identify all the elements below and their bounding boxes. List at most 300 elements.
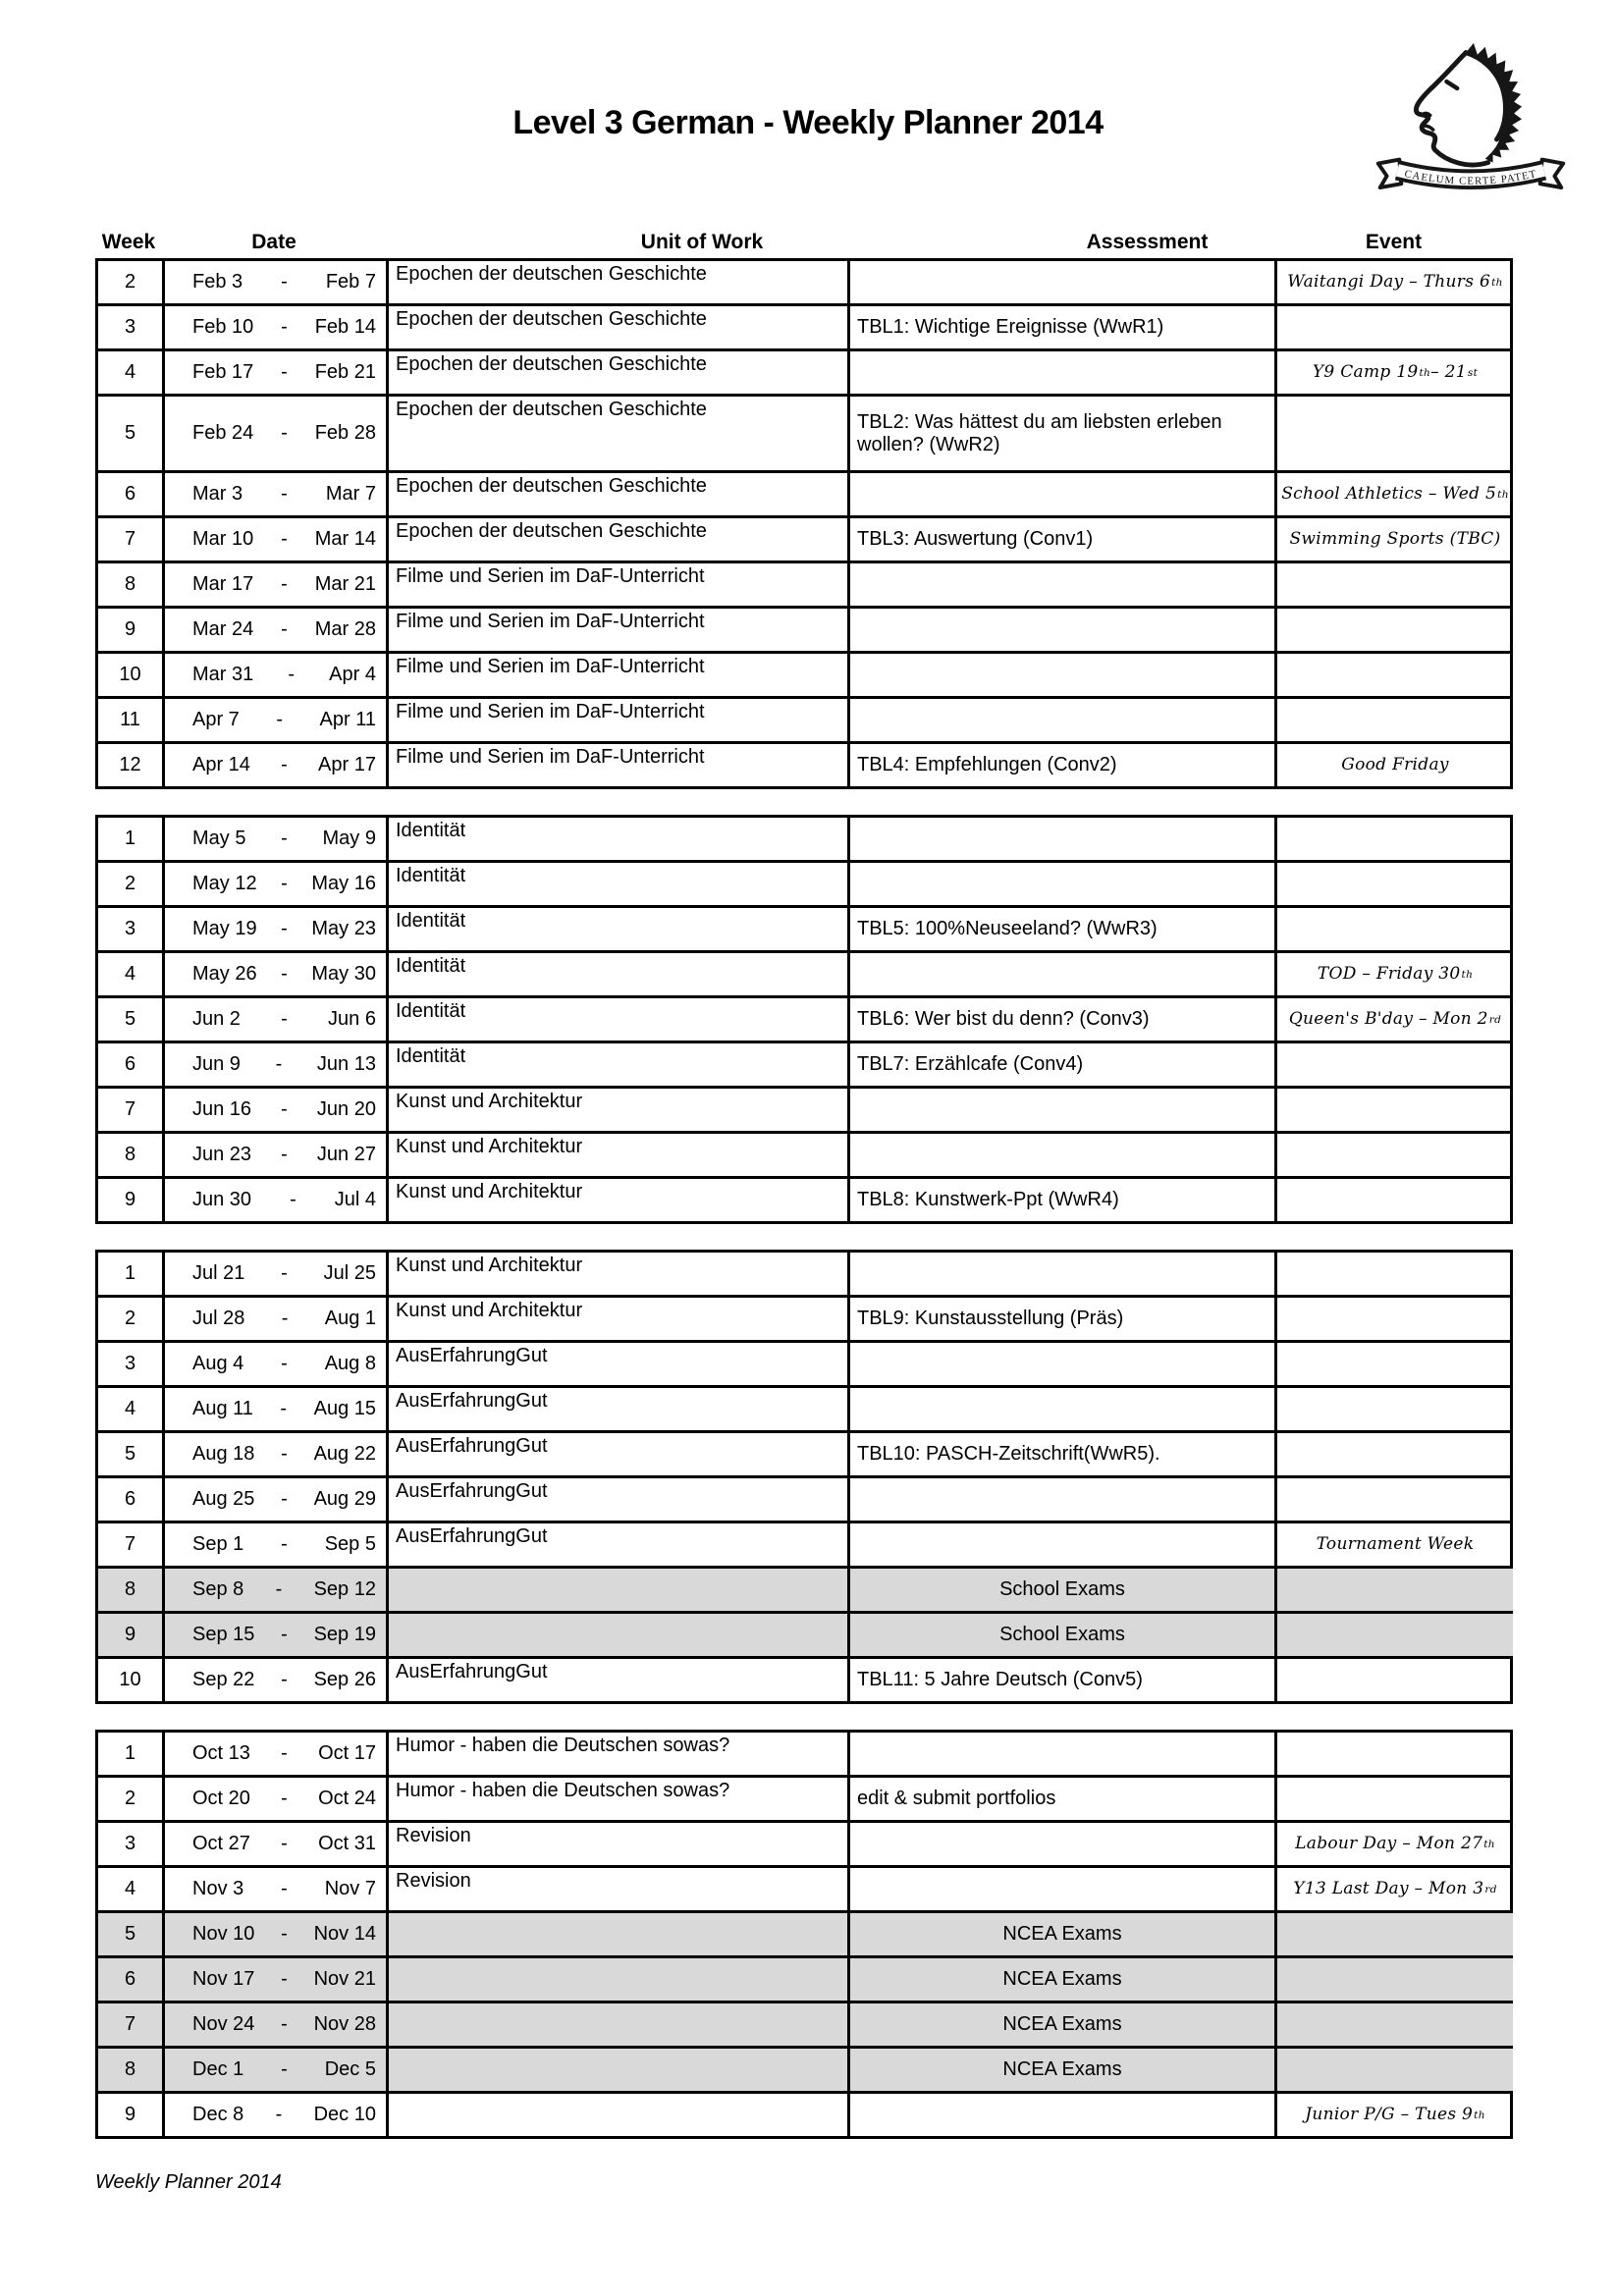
date-cell [165,699,389,741]
date-end: Jul 4 [334,1189,376,1210]
date-end: Nov 28 [313,2013,376,2035]
term-table-1 [95,258,1513,789]
table-row [98,863,1510,908]
week-cell: 5 [98,397,165,470]
date-cell [165,953,389,995]
date-dash: - [281,1833,288,1854]
week-cell: 1 [98,1253,165,1295]
event-cell [1277,1433,1513,1475]
date-dash: - [281,2013,288,2035]
date-end: Feb 14 [314,316,376,338]
week-cell: 3 [98,908,165,950]
table-row [98,2049,1510,2094]
date-dash: - [281,1669,288,1690]
horse-mane [1466,43,1522,163]
week-cell: 8 [98,1134,165,1176]
date-dash: - [281,873,288,894]
table-row [98,1179,1510,1224]
week-cell: 9 [98,2094,165,2136]
date-end: Dec 10 [313,2104,376,2125]
unit-of-work-cell: Identität [389,908,850,950]
date-end: Jun 27 [316,1144,376,1165]
assessment-cell [850,563,1277,606]
assessment-cell [850,953,1277,995]
event-cell [1277,1343,1513,1385]
date-dash: - [281,316,288,338]
date-cell [165,818,389,860]
table-row [98,744,1510,789]
column-headers [95,226,1513,258]
date-cell [165,1778,389,1820]
unit-of-work-cell [389,1958,850,2001]
unit-of-work-cell: Revision [389,1868,850,1910]
date-start: Aug 25 [192,1488,255,1510]
date-end: Sep 12 [313,1578,376,1600]
date-cell [165,1823,389,1865]
table-row [98,908,1510,953]
unit-of-work-cell: Epochen der deutschen Geschichte [389,518,850,561]
date-cell [165,261,389,303]
date-cell [165,2094,389,2136]
date-start: Sep 8 [192,1578,244,1600]
event-cell [1277,1913,1513,1955]
unit-of-work-cell [389,1913,850,1955]
date-start: Feb 10 [192,316,254,338]
week-cell: 8 [98,563,165,606]
date-dash: - [281,918,288,939]
week-cell: 1 [98,1733,165,1775]
date-end: Aug 29 [313,1488,376,1510]
table-row [98,2003,1510,2049]
assessment-cell [850,1388,1277,1430]
unit-of-work-cell: AusErfahrungGut [389,1478,850,1521]
date-end: Jun 13 [316,1053,376,1075]
date-start: Jul 28 [192,1308,245,1329]
assessment-cell: TBL4: Empfehlungen (Conv2) [850,744,1277,786]
date-start: Dec 8 [192,2104,244,2125]
table-row [98,1478,1510,1523]
week-cell: 2 [98,261,165,303]
date-start: Mar 17 [192,573,254,595]
date-cell [165,2049,389,2091]
table-row [98,1433,1510,1478]
unit-of-work-cell: Epochen der deutschen Geschichte [389,261,850,303]
date-start: Nov 24 [192,2013,255,2035]
assessment-cell [850,1089,1277,1131]
date-start: Feb 3 [192,271,243,293]
event-cell [1277,818,1513,860]
unit-of-work-cell: Filme und Serien im DaF-Unterricht [389,563,850,606]
date-start: May 12 [192,873,257,894]
table-row [98,397,1510,473]
date-start: Mar 31 [192,664,254,685]
assessment-cell: TBL7: Erzählcafe (Conv4) [850,1043,1277,1086]
event-cell [1277,1388,1513,1430]
date-start: Dec 1 [192,2058,244,2080]
date-start: Oct 13 [192,1742,250,1764]
date-cell [165,1733,389,1775]
assessment-cell [850,1823,1277,1865]
date-cell [165,351,389,394]
date-start: Jun 30 [192,1189,252,1210]
week-cell: 5 [98,998,165,1041]
date-dash: - [281,754,288,775]
week-cell: 4 [98,351,165,394]
date-cell [165,563,389,606]
date-dash: - [281,1533,288,1555]
event-cell: Y13 Last Day – Mon 3 rd [1293,1879,1497,1899]
event-cell [1277,1569,1513,1611]
date-start: May 26 [192,963,257,985]
assessment-cell [850,1343,1277,1385]
crest-motto: CAELUM CERTE PATET [1403,168,1538,187]
week-cell: 8 [98,2049,165,2091]
planner-content [95,226,1513,2164]
date-dash: - [281,618,288,640]
date-dash: - [281,1262,288,1284]
table-row [98,1778,1510,1823]
date-start: Feb 24 [192,422,254,444]
week-cell: 11 [98,699,165,741]
term-table-2 [95,815,1513,1224]
date-cell [165,1089,389,1131]
week-cell: 8 [98,1569,165,1611]
date-start: Nov 3 [192,1878,244,1899]
column-header-assessment: Assessment [1086,231,1209,253]
unit-of-work-cell: Humor - haben die Deutschen sowas? [389,1778,850,1820]
event-cell [1277,1778,1513,1820]
column-header-unit-of-work: Unit of Work [640,231,764,253]
date-start: Nov 17 [192,1968,255,1990]
event-cell: School Athletics – Wed 5 th [1281,484,1509,505]
assessment-cell [850,609,1277,651]
unit-of-work-cell: Filme und Serien im DaF-Unterricht [389,699,850,741]
date-cell [165,1298,389,1340]
date-dash: - [281,1353,288,1374]
date-end: Nov 21 [313,1968,376,1990]
table-row [98,1253,1510,1298]
date-end: Mar 14 [314,528,376,550]
date-start: Mar 10 [192,528,254,550]
unit-of-work-cell [389,2003,850,2046]
assessment-cell [850,1523,1277,1566]
date-end: Oct 17 [318,1742,376,1764]
date-dash: - [281,271,288,293]
unit-of-work-cell [389,1569,850,1611]
assessment-cell: School Exams [850,1569,1277,1611]
date-end: Apr 17 [318,754,376,775]
unit-of-work-cell: Kunst und Architektur [389,1253,850,1295]
assessment-cell: edit & submit portfolios [850,1778,1277,1820]
event-cell [1277,1733,1513,1775]
date-end: Nov 7 [324,1878,376,1899]
assessment-cell [850,863,1277,905]
table-row [98,1298,1510,1343]
week-cell: 6 [98,1958,165,2001]
date-cell [165,1569,389,1611]
column-header-week: Week [101,231,156,253]
date-end: Mar 21 [314,573,376,595]
event-cell: Labour Day – Mon 27 th [1295,1834,1495,1854]
date-start: Jul 21 [192,1262,245,1284]
date-start: Mar 24 [192,618,254,640]
event-cell: TOD – Friday 30 th [1317,964,1474,985]
date-dash: - [281,1624,288,1645]
date-dash: - [281,2058,288,2080]
table-row [98,563,1510,609]
date-dash: - [281,1878,288,1899]
date-end: Jun 20 [316,1098,376,1120]
unit-of-work-cell: AusErfahrungGut [389,1523,850,1566]
date-start: Mar 3 [192,483,243,505]
event-cell [1277,1298,1513,1340]
date-end: Apr 11 [319,709,376,730]
week-cell: 3 [98,1343,165,1385]
date-end: Mar 7 [325,483,376,505]
week-cell: 3 [98,306,165,348]
event-cell: Junior P/G – Tues 9 th [1305,2105,1485,2125]
date-cell [165,908,389,950]
unit-of-work-cell: Humor - haben die Deutschen sowas? [389,1733,850,1775]
date-start: Jun 23 [192,1144,252,1165]
assessment-cell: TBL6: Wer bist du denn? (Conv3) [850,998,1277,1041]
date-end: Aug 1 [324,1308,376,1329]
event-cell: Good Friday [1341,755,1449,775]
date-dash: - [281,1788,288,1809]
unit-of-work-cell: Filme und Serien im DaF-Unterricht [389,609,850,651]
date-dash: - [281,1008,288,1030]
event-cell [1277,1253,1513,1295]
date-start: Apr 14 [192,754,250,775]
week-cell: 4 [98,953,165,995]
week-cell: 10 [98,1659,165,1701]
event-cell: Tournament Week [1316,1534,1475,1555]
table-row [98,473,1510,518]
event-cell [1277,699,1513,741]
date-cell [165,1388,389,1430]
date-start: Sep 15 [192,1624,255,1645]
assessment-cell: School Exams [850,1614,1277,1656]
week-cell: 12 [98,744,165,786]
date-cell [165,654,389,696]
date-end: Sep 26 [313,1669,376,1690]
date-dash: - [281,528,288,550]
event-cell: Y9 Camp 19 th – 21 st [1312,362,1479,383]
date-end: Oct 31 [318,1833,376,1854]
date-dash: - [281,361,288,383]
date-cell [165,1523,389,1566]
assessment-cell [850,1868,1277,1910]
week-cell: 5 [98,1913,165,1955]
event-cell [1277,397,1513,470]
term-table-3 [95,1250,1513,1704]
unit-of-work-cell: Revision [389,1823,850,1865]
page-title: Level 3 German - Weekly Planner 2014 [512,104,1104,141]
date-end: Nov 14 [313,1923,376,1945]
event-cell [1277,306,1513,348]
table-row [98,1043,1510,1089]
table-row [98,699,1510,744]
date-end: May 30 [311,963,376,985]
assessment-cell [850,261,1277,303]
unit-of-work-cell: AusErfahrungGut [389,1388,850,1430]
week-cell: 6 [98,1043,165,1086]
table-row [98,1089,1510,1134]
date-end: Apr 4 [329,664,376,685]
date-dash: - [281,828,288,849]
date-start: May 19 [192,918,257,939]
unit-of-work-cell [389,1614,850,1656]
table-row [98,518,1510,563]
date-start: Nov 10 [192,1923,255,1945]
table-row [98,1343,1510,1388]
date-cell [165,1614,389,1656]
date-cell [165,1043,389,1086]
date-start: Jun 16 [192,1098,252,1120]
date-dash: - [281,1443,288,1465]
event-cell [1277,1089,1513,1131]
week-cell: 6 [98,1478,165,1521]
date-end: Dec 5 [324,2058,376,2080]
event-cell: Swimming Sports (TBC) [1289,529,1501,550]
date-end: Sep 19 [313,1624,376,1645]
assessment-cell: TBL3: Auswertung (Conv1) [850,518,1277,561]
date-cell [165,1958,389,2001]
date-end: May 9 [322,828,376,849]
column-header-date: Date [251,231,296,253]
date-dash: - [281,1098,288,1120]
date-end: Aug 8 [324,1353,376,1374]
event-cell [1277,1179,1513,1221]
date-start: Apr 7 [192,709,240,730]
date-dash: - [275,1053,283,1075]
date-end: Aug 22 [313,1443,376,1465]
week-cell: 5 [98,1433,165,1475]
assessment-cell: TBL1: Wichtige Ereignisse (WwR1) [850,306,1277,348]
date-dash: - [280,1398,288,1419]
assessment-cell [850,1733,1277,1775]
date-dash: - [281,1742,288,1764]
assessment-cell: TBL8: Kunstwerk-Ppt (WwR4) [850,1179,1277,1221]
unit-of-work-cell: AusErfahrungGut [389,1343,850,1385]
event-cell [1277,2003,1513,2046]
table-row [98,1523,1510,1569]
event-cell [1277,1659,1513,1701]
table-row [98,351,1510,397]
date-dash: - [281,1144,288,1165]
date-start: Aug 18 [192,1443,255,1465]
unit-of-work-cell: Identität [389,818,850,860]
unit-of-work-cell [389,2049,850,2091]
week-cell: 10 [98,654,165,696]
date-dash: - [281,963,288,985]
week-cell: 7 [98,518,165,561]
table-row [98,1868,1510,1913]
unit-of-work-cell [389,2094,850,2136]
column-header-event: Event [1365,231,1423,253]
table-row [98,1134,1510,1179]
table-row [98,1733,1510,1778]
table-row [98,261,1510,306]
date-start: May 5 [192,828,246,849]
table-row [98,953,1510,998]
week-cell: 7 [98,1523,165,1566]
unit-of-work-cell: AusErfahrungGut [389,1659,850,1701]
date-dash: - [281,573,288,595]
date-dash: - [281,1968,288,1990]
date-end: Feb 7 [325,271,376,293]
date-start: Sep 1 [192,1533,244,1555]
date-dash: - [281,1488,288,1510]
assessment-cell [850,473,1277,515]
week-cell: 9 [98,1614,165,1656]
event-cell [1277,1478,1513,1521]
assessment-cell: TBL11: 5 Jahre Deutsch (Conv5) [850,1659,1277,1701]
week-cell: 9 [98,609,165,651]
event-cell [1277,1043,1513,1086]
date-end: Oct 24 [318,1788,376,1809]
school-crest-logo [1371,33,1571,192]
unit-of-work-cell: Epochen der deutschen Geschichte [389,306,850,348]
assessment-cell [850,699,1277,741]
event-cell [1277,609,1513,651]
table-row [98,306,1510,351]
unit-of-work-cell: Filme und Serien im DaF-Unterricht [389,654,850,696]
assessment-cell: TBL10: PASCH-Zeitschrift(WwR5). [850,1433,1277,1475]
unit-of-work-cell: Identität [389,998,850,1041]
date-cell [165,1253,389,1295]
date-dash: - [281,483,288,505]
page-footer: Weekly Planner 2014 [95,2171,282,2193]
unit-of-work-cell: Epochen der deutschen Geschichte [389,351,850,394]
week-cell: 1 [98,818,165,860]
assessment-cell: NCEA Exams [850,2049,1277,2091]
date-cell [165,609,389,651]
date-end: May 16 [311,873,376,894]
event-cell [1277,563,1513,606]
date-end: Sep 5 [324,1533,376,1555]
assessment-cell [850,1253,1277,1295]
assessment-cell [850,818,1277,860]
date-end: Feb 28 [314,422,376,444]
table-row [98,609,1510,654]
unit-of-work-cell: Epochen der deutschen Geschichte [389,397,850,470]
date-start: Jun 9 [192,1053,241,1075]
date-end: Feb 21 [314,361,376,383]
date-cell [165,397,389,470]
event-cell [1277,863,1513,905]
terms-container [95,258,1513,2139]
assessment-cell [850,654,1277,696]
event-cell: Waitangi Day – Thurs 6 th [1287,272,1503,293]
event-cell [1277,1134,1513,1176]
table-row [98,1388,1510,1433]
date-end: Jul 25 [323,1262,376,1284]
table-row [98,998,1510,1043]
date-start: Oct 20 [192,1788,250,1809]
assessment-cell [850,351,1277,394]
date-dash: - [290,1189,296,1210]
date-cell [165,1913,389,1955]
date-end: May 23 [311,918,376,939]
term-table-4 [95,1730,1513,2139]
date-cell [165,2003,389,2046]
assessment-cell [850,2094,1277,2136]
week-cell: 6 [98,473,165,515]
assessment-cell [850,1478,1277,1521]
assessment-cell: NCEA Exams [850,1958,1277,2001]
date-start: Oct 27 [192,1833,250,1854]
